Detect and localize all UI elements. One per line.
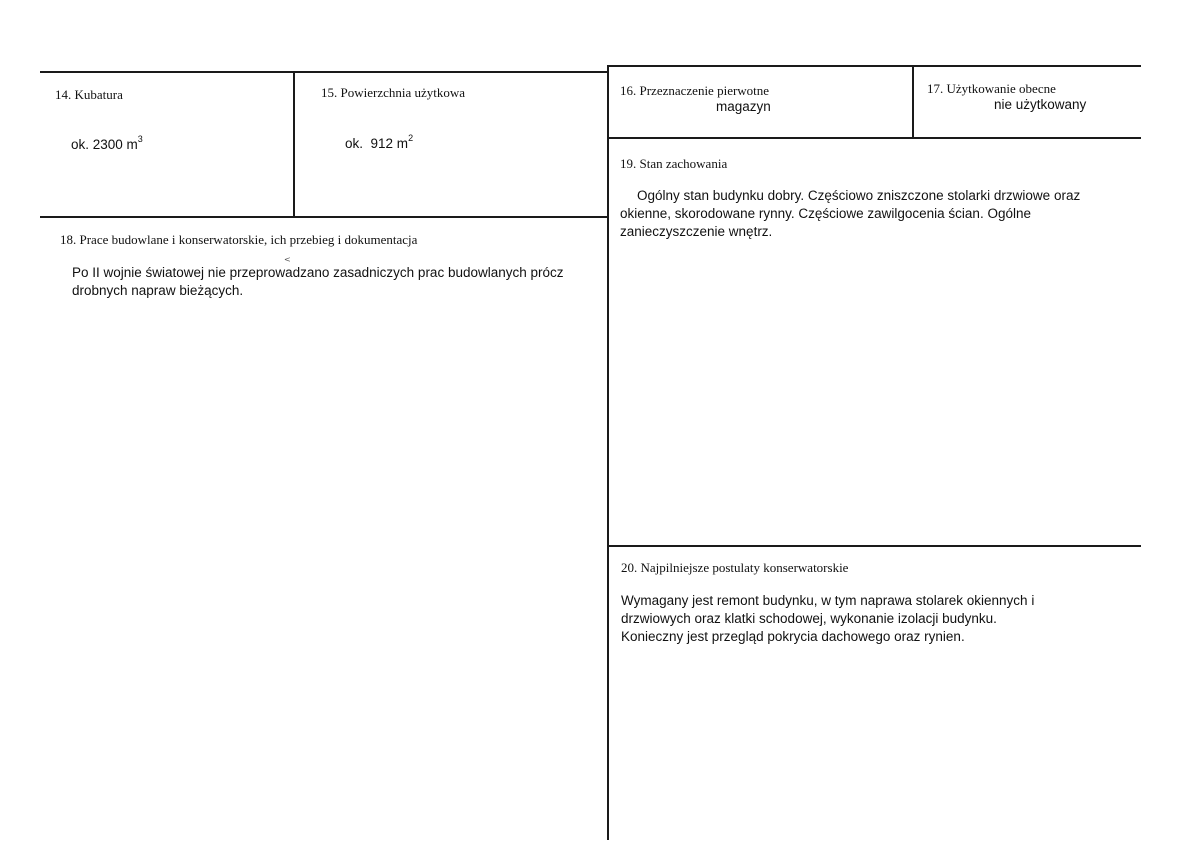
field-18-label: 18. Prace budowlane i konserwatorskie, ich przebieg i dokumentacja bbox=[60, 232, 418, 247]
field-17-value: nie użytkowany bbox=[994, 97, 1087, 112]
field-14-value bbox=[71, 134, 143, 152]
rule-under-14-15 bbox=[40, 216, 608, 218]
field-14-value-text: ok. 2300 m bbox=[71, 137, 138, 152]
top-rule-right bbox=[608, 65, 1141, 67]
field-15-label: 15. Powierzchnia użytkowa bbox=[321, 85, 466, 100]
field-16-label: 16. Przeznaczenie pierwotne bbox=[620, 83, 770, 98]
field-14-value-exponent: 3 bbox=[137, 134, 143, 144]
divider-14-15 bbox=[293, 71, 295, 218]
field-14-label: 14. Kubatura bbox=[55, 87, 123, 102]
field-17-label: 17. Użytkowanie obecne bbox=[927, 81, 1056, 96]
rule-above-20 bbox=[608, 545, 1141, 547]
center-divider bbox=[607, 65, 609, 840]
top-rule-left bbox=[40, 71, 608, 73]
field-19-text: Ogólny stan budynku dobry. Częściowo zniszczone stolarki drzwiowe oraz okienne, skorodowane rynny. Częściowe zawilgocenia ścian. Ogólne zanieczyszczenie wnętrz. bbox=[620, 188, 1081, 239]
field-15-value-exponent: 2 bbox=[408, 133, 414, 143]
field-15-value bbox=[345, 133, 414, 151]
field-15-value-text: 912 m bbox=[370, 136, 409, 151]
rule-under-16-17 bbox=[608, 137, 1141, 139]
field-20-text: Wymagany jest remont budynku, w tym naprawa stolarek okiennych i drzwiowych oraz klatki schodowej, wykonanie izolacji budynku. Konieczny jest przegląd pokrycia dachowego oraz rynien. bbox=[621, 593, 1035, 644]
field-16-value: magazyn bbox=[716, 99, 771, 114]
divider-16-17 bbox=[912, 65, 914, 139]
field-15-value-prefix: ok. bbox=[345, 136, 364, 151]
field-19-label: 19. Stan zachowania bbox=[620, 156, 728, 171]
field-20-label: 20. Najpilniejsze postulaty konserwatorskie bbox=[621, 560, 849, 575]
field-18-text: Po II wojnie światowej nie przeprowadzano zasadniczych prac budowlanych prócz drobnych napraw bieżących. bbox=[72, 265, 564, 298]
scan-mark: < bbox=[284, 255, 291, 264]
